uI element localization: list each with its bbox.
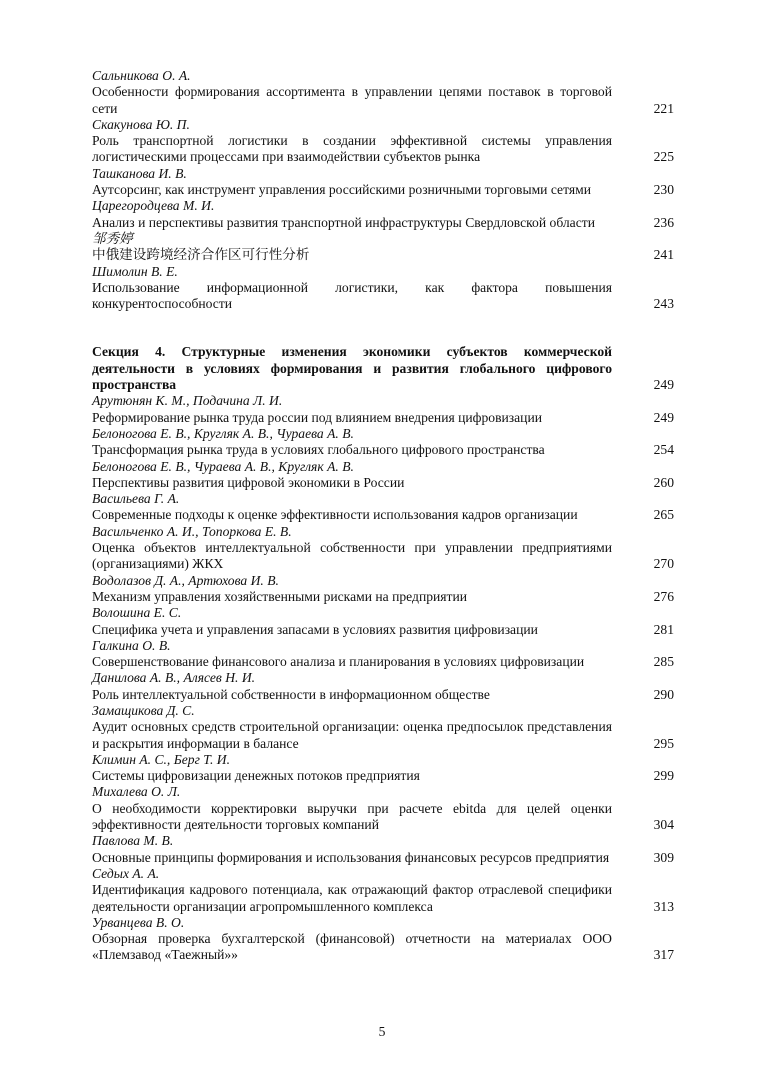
toc-entry bbox=[92, 459, 674, 492]
section-page: 249 bbox=[653, 377, 674, 393]
toc-entry bbox=[92, 915, 674, 964]
toc-entry-author: Седых А. А. bbox=[92, 865, 160, 881]
toc-entry-title: Оценка объектов интеллектуальной собственности при управлении предприятиями (организациями) ЖКХ bbox=[92, 540, 612, 572]
toc-list-section bbox=[92, 393, 674, 963]
toc-entry-author: Васильченко А. И., Топоркова Е. В. bbox=[92, 523, 292, 539]
table-of-contents bbox=[92, 68, 674, 964]
toc-entry-title: Анализ и перспективы развития транспортной инфраструктуры Свердловской области bbox=[92, 214, 595, 230]
page-number: 5 bbox=[378, 1024, 386, 1039]
toc-entry-author: Урванцева В. О. bbox=[92, 914, 185, 930]
toc-entry bbox=[92, 670, 674, 703]
toc-entry bbox=[92, 866, 674, 915]
toc-entry-author: Михалева О. Л. bbox=[92, 784, 181, 800]
toc-entry-page: 236 bbox=[653, 214, 674, 230]
toc-entry-title: Основные принципы формирования и использования финансовых ресурсов предприятия bbox=[92, 849, 610, 865]
toc-entry bbox=[92, 117, 674, 166]
toc-entry-page: 225 bbox=[653, 149, 674, 165]
toc-entry-page: 230 bbox=[653, 182, 674, 198]
toc-entry-author: Арутюнян К. М., Подачина Л. И. bbox=[92, 393, 283, 409]
toc-list-top bbox=[92, 68, 674, 312]
toc-entry-page: 317 bbox=[653, 947, 674, 963]
toc-entry-author: Ташканова И. В. bbox=[92, 165, 187, 181]
toc-entry-title: Специфика учета и управления запасами в условиях развития цифровизации bbox=[92, 621, 538, 637]
toc-entry-page: 290 bbox=[653, 686, 674, 702]
toc-entry-author: Климин А. С., Берг Т. И. bbox=[92, 751, 230, 767]
toc-entry-author: Царегородцева М. И. bbox=[92, 198, 215, 214]
toc-entry-title: Аутсорсинг, как инструмент управления российскими розничными торговыми сетями bbox=[92, 182, 591, 198]
toc-entry bbox=[92, 752, 674, 785]
toc-entry-page: 243 bbox=[653, 296, 674, 312]
toc-entry bbox=[92, 166, 674, 199]
toc-entry-title: Современные подходы к оценке эффективности использования кадров организации bbox=[92, 507, 578, 523]
toc-entry bbox=[92, 491, 674, 524]
toc-entry-page: 270 bbox=[653, 556, 674, 572]
toc-entry-title: Роль транспортной логистики в создании эффективной системы управления логистическими процессами при взаимодействии субъектов рынка bbox=[92, 133, 612, 165]
toc-entry-title: Реформирование рынка труда россии под влиянием внедрения цифровизации bbox=[92, 409, 542, 425]
toc-entry-page: 281 bbox=[653, 621, 674, 637]
toc-entry bbox=[92, 573, 674, 606]
toc-entry bbox=[92, 638, 674, 671]
toc-entry-author: Белоногова Е. В., Кругляк А. В., Чураева А. В. bbox=[92, 425, 354, 441]
toc-entry bbox=[92, 833, 674, 866]
section-title: Секция 4. Структурные изменения экономики субъектов коммерческой деятельности в условиях формирования и развития глобального цифрового пространства bbox=[92, 344, 612, 393]
toc-entry-author: Васильева Г. А. bbox=[92, 491, 180, 507]
toc-entry-title: Перспективы развития цифровой экономики в России bbox=[92, 474, 405, 490]
toc-entry bbox=[92, 524, 674, 573]
toc-entry bbox=[92, 264, 674, 313]
toc-entry bbox=[92, 231, 674, 264]
toc-entry bbox=[92, 426, 674, 459]
toc-entry-title: Системы цифровизации денежных потоков предприятия bbox=[92, 768, 420, 784]
toc-entry bbox=[92, 784, 674, 833]
toc-entry-page: 285 bbox=[653, 654, 674, 670]
toc-entry-author: Шимолин В. Е. bbox=[92, 263, 178, 279]
toc-entry-title: Трансформация рынка труда в условиях глобального цифрового пространства bbox=[92, 442, 545, 458]
toc-entry-title: О необходимости корректировки выручки при расчете ebitda для целей оценки эффективности деятельности торговых компаний bbox=[92, 800, 612, 833]
toc-entry-author: Волошина Е. С. bbox=[92, 605, 182, 621]
toc-entry-page: 221 bbox=[653, 100, 674, 116]
toc-entry-author: Павлова М. В. bbox=[92, 833, 174, 849]
toc-entry-author: Замащикова Д. С. bbox=[92, 702, 195, 718]
toc-entry-author: Сальникова О. А. bbox=[92, 68, 191, 83]
toc-entry-page: 241 bbox=[653, 247, 674, 263]
toc-entry-author: Белоногова Е. В., Чураева А. В., Кругляк А. В. bbox=[92, 458, 354, 474]
toc-entry-title: Особенности формирования ассортимента в управлении цепями поставок в торговой сети bbox=[92, 84, 612, 116]
toc-entry-author: Скакунова Ю. П. bbox=[92, 116, 190, 132]
toc-entry bbox=[92, 198, 674, 231]
toc-entry bbox=[92, 703, 674, 752]
toc-entry-title: Механизм управления хозяйственными рисками на предприятии bbox=[92, 588, 468, 604]
toc-entry-title: Обзорная проверка бухгалтерской (финансовой) отчетности на материалах ООО «Племзавод «Таежный»» bbox=[92, 931, 612, 963]
toc-entry-page: 249 bbox=[653, 409, 674, 425]
toc-entry bbox=[92, 68, 674, 117]
toc-entry-page: 309 bbox=[653, 849, 674, 865]
toc-entry-author: Данилова А. В., Алясев Н. И. bbox=[92, 670, 256, 686]
toc-entry-page: 304 bbox=[653, 817, 674, 833]
toc-entry-title: Использование информационной логистики, как фактора повышения конкурентоспособности bbox=[92, 279, 612, 312]
toc-entry-author: Галкина О. В. bbox=[92, 637, 171, 653]
toc-entry-title: Роль интеллектуальной собственности в информационном обществе bbox=[92, 686, 490, 702]
toc-entry-title: Аудит основных средств строительной организации: оценка предпосылок представления и раскрытия информации в балансе bbox=[92, 719, 612, 751]
toc-entry bbox=[92, 393, 674, 426]
toc-entry-title: Идентификация кадрового потенциала, как отражающий фактор отраслевой специфики деятельности организации агропромышленного комплекса bbox=[92, 882, 612, 914]
toc-entry-page: 260 bbox=[653, 474, 674, 490]
toc-entry bbox=[92, 605, 674, 638]
toc-entry-author: Водолазов Д. А., Артюхова И. В. bbox=[92, 572, 279, 588]
toc-entry-page: 265 bbox=[653, 507, 674, 523]
toc-entry-title: 中俄建设跨境经济合作区可行性分析 bbox=[92, 247, 310, 263]
toc-entry-page: 313 bbox=[653, 898, 674, 914]
toc-entry-author: 邹秀婷 bbox=[92, 230, 133, 246]
toc-entry-page: 276 bbox=[653, 588, 674, 604]
toc-entry-title: Совершенствование финансового анализа и планирования в условиях цифровизации bbox=[92, 654, 585, 670]
toc-entry-page: 254 bbox=[653, 442, 674, 458]
toc-entry-page: 295 bbox=[653, 735, 674, 751]
section-heading bbox=[92, 344, 674, 393]
toc-entry-page: 299 bbox=[653, 768, 674, 784]
